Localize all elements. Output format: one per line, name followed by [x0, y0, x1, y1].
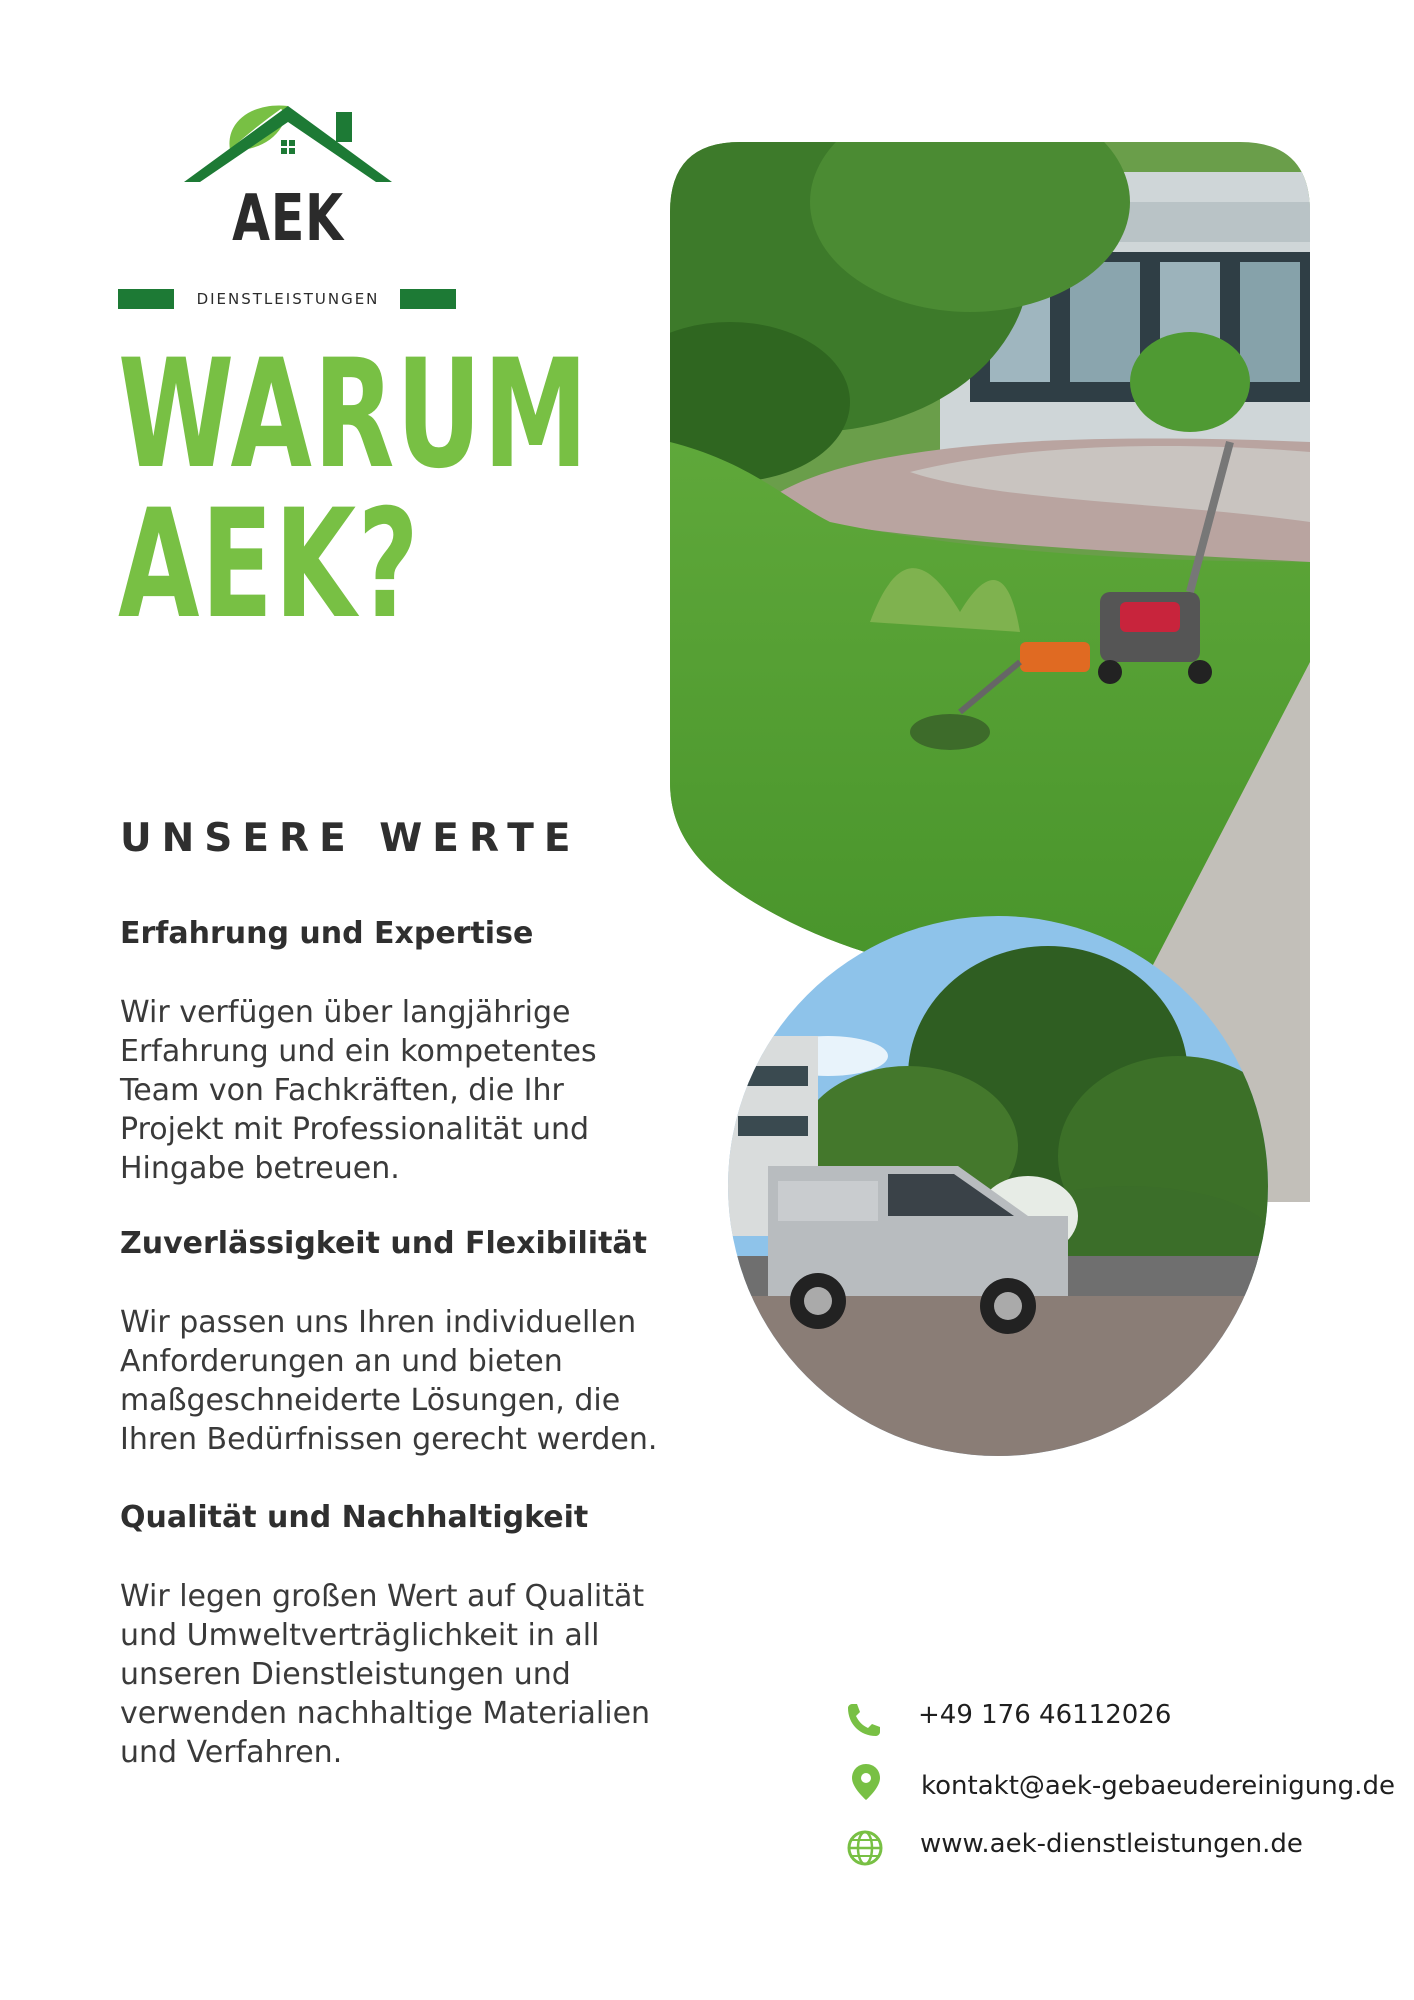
logo-bar-left: [118, 289, 174, 309]
text-line: Wir passen uns Ihren individuellen: [120, 1305, 637, 1340]
logo-bar-right: [400, 289, 456, 309]
text-line: Erfahrung und ein kompetentes: [120, 1034, 597, 1069]
house-leaf-icon: [110, 100, 466, 190]
value-text-experience: [120, 993, 740, 1188]
contact-phone[interactable]: +49 176 46112026: [918, 1700, 1172, 1730]
value-title-experience: Erfahrung und Expertise: [120, 916, 534, 951]
text-line: unseren Dienstleistungen und: [120, 1657, 571, 1692]
text-line: Hingabe betreuen.: [120, 1151, 400, 1186]
text-line: Wir legen großen Wert auf Qualität: [120, 1579, 645, 1614]
headline-line1: WARUM: [118, 328, 590, 502]
text-line: und Umweltverträglichkeit in all: [120, 1618, 600, 1653]
phone-icon: [844, 1700, 884, 1740]
photo-service-van: [728, 916, 1268, 1456]
text-line: verwenden nachhaltige Materialien: [120, 1696, 651, 1731]
value-title-reliability: Zuverlässigkeit und Flexibilität: [120, 1226, 648, 1261]
logo-wordmark: AEK: [232, 182, 344, 256]
text-line: Wir verfügen über langjährige: [120, 995, 571, 1030]
value-title-quality: Qualität und Nachhaltigkeit: [120, 1500, 589, 1535]
value-text-quality: [120, 1577, 740, 1772]
text-line: Anforderungen an und bieten: [120, 1344, 563, 1379]
text-line: Team von Fachkräften, die Ihr: [120, 1073, 564, 1108]
company-logo: [110, 100, 466, 315]
text-line: Projekt mit Professionalität und: [120, 1112, 590, 1147]
globe-icon: [845, 1828, 885, 1868]
logo-subline: DIENSTLEISTUNGEN: [196, 290, 380, 308]
location-pin-icon: [846, 1762, 886, 1802]
headline-line2: AEK?: [118, 478, 421, 652]
text-line: und Verfahren.: [120, 1735, 343, 1770]
contact-website[interactable]: www.aek-dienstleistungen.de: [920, 1829, 1303, 1859]
text-line: maßgeschneiderte Lösungen, die: [120, 1383, 621, 1418]
text-line: Ihren Bedürfnissen gerecht werden.: [120, 1422, 658, 1457]
contact-email[interactable]: kontakt@aek-gebaeudereinigung.de: [921, 1771, 1395, 1801]
value-text-reliability: [120, 1303, 740, 1459]
section-title: UNSERE WERTE: [120, 816, 581, 861]
